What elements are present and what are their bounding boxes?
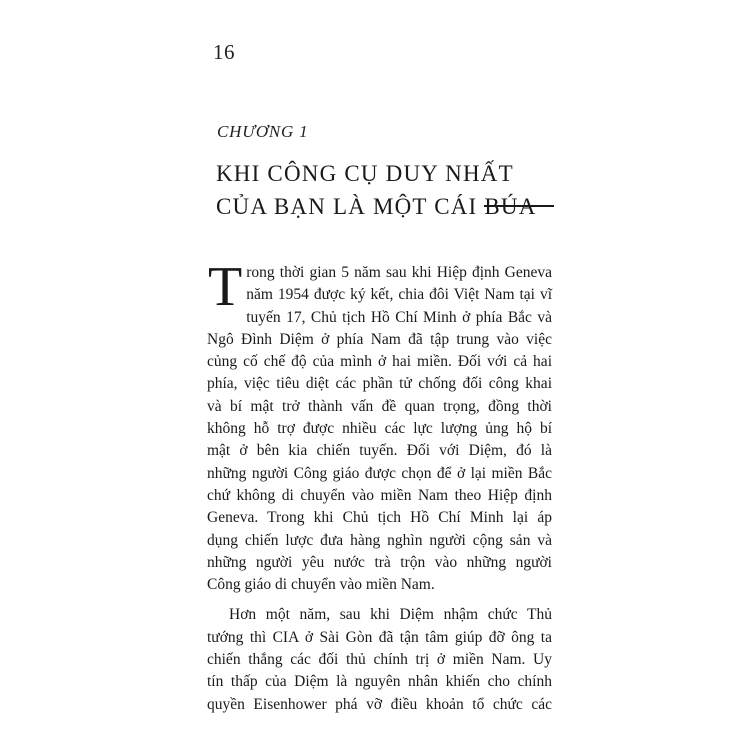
chapter-label: CHƯƠNG 1 — [217, 122, 309, 141]
body-text — [207, 256, 552, 716]
text-line: tướng thì CIA ở Sài Gòn đã tận tâm giúp đỡ ông ta — [207, 628, 552, 646]
text-line: chiến thắng các đối thủ chính trị ở miền Nam. Uy — [207, 651, 552, 669]
page-number: 16 — [213, 40, 235, 64]
text-line: năm 1954 được ký kết, chia đôi Việt Nam tại vĩ — [246, 286, 552, 304]
text-line: tuyến 17, Chủ tịch Hồ Chí Minh ở phía Bắc và — [246, 308, 552, 326]
paragraph-2 — [207, 604, 552, 715]
chapter-title-line-2: CỦA BẠN LÀ MỘT CÁI BÚA — [216, 194, 537, 219]
chapter-title — [216, 157, 556, 223]
text-line: những người Công giáo được chọn để ở lại miền Bắc — [207, 464, 552, 482]
text-line: chứ không di chuyển vào miền Nam theo Hiệp định — [207, 486, 552, 504]
text-line: mật ở bên kia chiến tuyến. Đối với Diệm, đó là — [207, 442, 552, 460]
paragraph-1 — [207, 256, 552, 596]
text-line: không hỗ trợ được nhiều các lực lượng ủng hộ bí — [207, 420, 552, 438]
text-line: quyền Eisenhower phá vỡ điều khoản tổ chức các — [207, 695, 552, 713]
drop-cap: T — [208, 256, 243, 318]
text-line: Công giáo di chuyển vào miền Nam. — [207, 576, 435, 594]
text-line: dụng chiến lược đưa hàng nghìn người cộng sản và — [207, 531, 552, 549]
text-line: củng cố chế độ của mình ở hai miền. Đối với cả hai — [207, 353, 552, 371]
text-line: và bí mật trở thành vấn đề quan trọng, đồng thời — [207, 397, 552, 415]
text-line: phía, việc tiêu diệt các phần tử chống đối công khai — [207, 375, 552, 393]
text-line: rong thời gian 5 năm sau khi Hiệp định Geneva — [246, 264, 552, 281]
text-line: những người yêu nước trà trộn vào những người — [207, 553, 552, 571]
text-line: Geneva. Trong khi Chủ tịch Hồ Chí Minh lại áp — [207, 509, 552, 527]
text-line: Hơn một năm, sau khi Diệm nhậm chức Thủ — [229, 606, 552, 624]
title-underline-rule — [484, 205, 554, 207]
text-line: tín thấp của Diệm là nguyên nhân khiến cho chính — [207, 673, 552, 691]
chapter-title-line-1: KHI CÔNG CỤ DUY NHẤT — [216, 161, 514, 186]
text-line: Ngô Đình Diệm ở phía Nam đã tập trung vào việc — [207, 330, 552, 348]
